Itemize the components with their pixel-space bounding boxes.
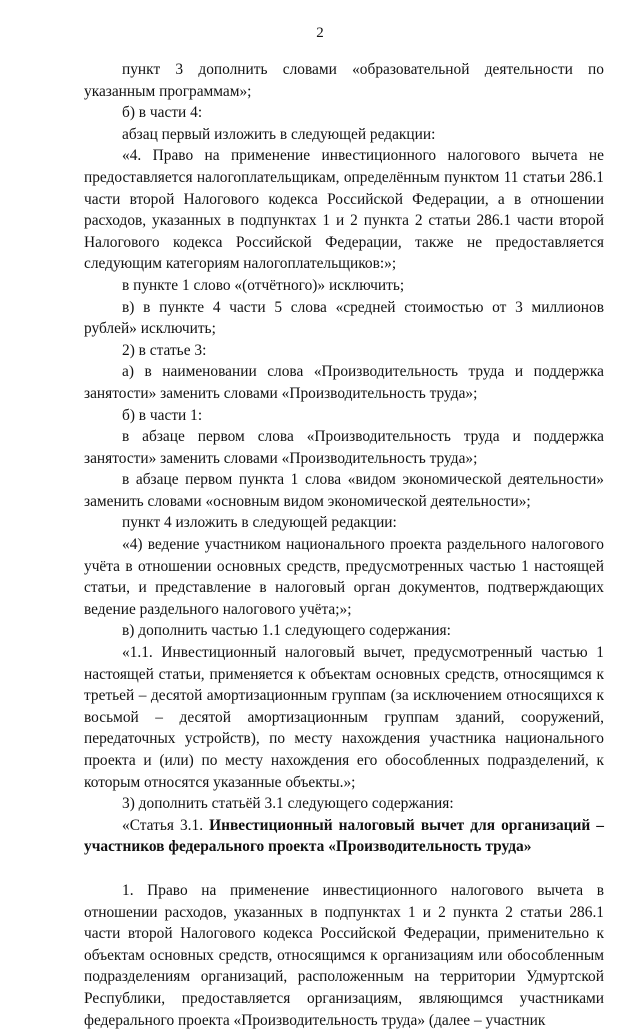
paragraph: 1. Право на применение инвестиционного налогового вычета в отношении расходов, указанных в подпунктах 1 и 2 пункта 2 статьи 286.1 части второй Налогового кодекса Российской Федерации, применительно к объектам основных средств, относящимся к организациям или обособленным подразделениям организаций, расположенным на территории Удмуртской Республики, предоставляется организациям, являющимся участниками федерального проекта «Производительность труда» (далее – участник bbox=[84, 881, 604, 1029]
paragraph: пункт 3 дополнить словами «образовательной деятельности по указанным программам»; bbox=[84, 61, 604, 100]
paragraph: «4. Право на применение инвестиционного налогового вычета не предоставляется налогоплательщикам, определённым пунктом 11 статьи 286.1 части второй Налогового кодекса Российской Федерации, а в отношении расходов, указанных в подпунктах 1 и 2 пункта 2 статьи 286.1 части второй Налогового кодекса Российской Федерации, также не предоставляется следующим категориям налогоплательщиков:»; bbox=[84, 147, 604, 273]
page-number: 2 bbox=[316, 25, 324, 41]
paragraph: в) в пункте 4 части 5 слова «средней стоимостью от 3 миллионов рублей» исключить; bbox=[84, 298, 604, 338]
article-heading bbox=[84, 815, 604, 858]
paragraph: 3) дополнить статьёй 3.1 следующего содержания: bbox=[122, 795, 454, 813]
blank-line bbox=[84, 858, 604, 880]
paragraph: в абзаце первом слова «Производительность труда и поддержка занятости» заменить словами «Производительность труда»; bbox=[84, 428, 604, 467]
paragraph: пункт 4 изложить в следующей редакции: bbox=[122, 514, 397, 532]
paragraph: в пункте 1 слово «(отчётного)» исключить; bbox=[122, 276, 405, 294]
paragraph: «4) ведение участником национального проекта раздельного налогового учёта в отношении основных средств, предусмотренных частью 1 настоящей статьи, и представление в налоговый орган документов, подтверждающих ведение раздельного налогового учёта;»; bbox=[84, 536, 604, 618]
article-title: Инвестиционный налоговый вычет для организаций – участников федерального проекта «Производительность труда» bbox=[84, 816, 604, 856]
paragraph: абзац первый изложить в следующей редакции: bbox=[122, 125, 436, 143]
paragraph: «1.1. Инвестиционный налоговый вычет, предусмотренный частью 1 настоящей статьи, применяется к объектам основных средств, относящимся к третьей – десятой амортизационным группам (за исключением относящихся к восьмой – десятой амортизационным группам зданий, сооружений, передаточных устройств), по месту нахождения участника национального проекта и (или) по месту нахождения его обособленных подразделений, к которым относятся указанные объекты.»; bbox=[84, 644, 604, 791]
paragraph: 2) в статье 3: bbox=[122, 341, 207, 359]
article-prefix: «Статья 3.1. bbox=[122, 816, 210, 834]
paragraph: б) в части 4: bbox=[122, 104, 203, 122]
paragraph: а) в наименовании слова «Производительность труда и поддержка занятости» заменить словами «Производительность труда»; bbox=[84, 363, 604, 402]
paragraph: в абзаце первом пункта 1 слова «видом экономической деятельности» заменить словами «основным видом экономической деятельности»; bbox=[84, 471, 604, 510]
paragraph: в) дополнить частью 1.1 следующего содержания: bbox=[122, 622, 451, 640]
paragraph: б) в части 1: bbox=[122, 406, 203, 424]
document-body bbox=[84, 59, 604, 1031]
